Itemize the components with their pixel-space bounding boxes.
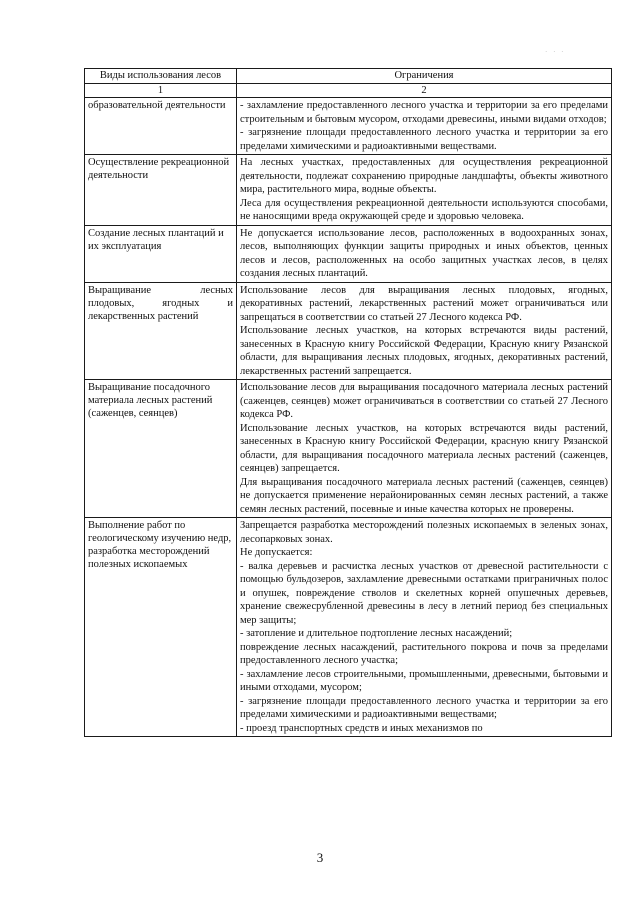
forest-use-limits-table (84, 68, 612, 737)
column-number-2: 2 (237, 84, 612, 98)
scan-smudge: · · · (545, 48, 566, 56)
limit-paragraph: Не допускается: (240, 547, 313, 558)
limits-cell (237, 282, 612, 380)
limit-paragraph: повреждение лесных насаждений, растительного покрова и почв за пределами предоставленного лесного участка; (240, 641, 608, 666)
header-use-type: Виды использования лесов (85, 69, 237, 84)
limits-cell (237, 155, 612, 226)
use-type-cell: Выращивание посадочного материала лесных растений (саженцев, сеянцев) (85, 380, 237, 518)
limits-cell (237, 98, 612, 155)
limit-paragraph: - проезд транспортных средств и иных механизмов по (240, 722, 483, 734)
limit-paragraph: - загрязнение площади предоставленного лесного участка и территории за его пределами химическими и радиоактивными веществами; (240, 695, 608, 720)
limit-paragraph: Запрещается разработка месторождений полезных ископаемых в зеленых зонах, лесопарковых зонах. (240, 520, 608, 545)
limit-paragraph: Использование лесных участков, на которых встречаются виды растений, занесенных в Красную книгу Российской Федерации, Красную книгу Рязанской области, для выращивания лесных плодовых, ягодных, декоративных растений, лекарственных растений запрещается. (240, 325, 608, 377)
limit-paragraph: - затопление и длительное подтопление лесных насаждений; (240, 628, 513, 639)
page-number: 3 (316, 850, 324, 865)
limit-paragraph: - загрязнение площади предоставленного лесного участка и территории за его пределами химическими и радиоактивными веществами. (240, 127, 608, 152)
table-row (85, 380, 612, 518)
column-number-1: 1 (85, 84, 237, 98)
column-number-row (85, 84, 612, 98)
use-type-cell: Выращивание лесных плодовых, ягодных и лекарственных растений (85, 282, 237, 380)
limit-paragraph: - валка деревьев и расчистка лесных участков от древесной растительности с помощью бульдозеров, захламление древесными остатками приграничных полос и опушек, повреждение стволов и скелетных корней опушечных деревьев, хранение свежесрубленной древесины в лесу в летний период без специальных мер защиты; (240, 560, 608, 626)
table-row (85, 155, 612, 226)
table-header-row (85, 69, 612, 84)
use-type-cell: Создание лесных плантаций и их эксплуатация (85, 225, 237, 282)
limit-paragraph: Не допускается использование лесов, расположенных в водоохранных зонах, лесов, выполняющих функции защиты природных и иных объектов, ценных лесов и лесов, расположенных на особо защитных участках лесов, в целях создания лесных плантаций. (240, 227, 608, 279)
limit-paragraph: - захламление лесов строительными, промышленными, древесными, бытовыми и иными отходами, мусором; (240, 668, 608, 693)
use-type-cell: Осуществление рекреационной деятельности (85, 155, 237, 226)
use-type-cell: Выполнение работ по геологическому изучению недр, разработка месторождений полезных ископаемых (85, 518, 237, 737)
limit-paragraph: Использование лесных участков, на которых встречаются виды растений, занесенных в Красную книгу Российской Федерации, красную книгу Рязанской области, для выращивания посадочного материала лесных растений (саженцев, сеянцев) запрещается. (240, 422, 608, 474)
limit-paragraph: Леса для осуществления рекреационной деятельности используются способами, не наносящими вреда окружающей среде и здоровью человека. (240, 197, 608, 222)
limit-paragraph: На лесных участках, предоставленных для осуществления рекреационной деятельности, подлежат сохранению природные ландшафты, объекты животного мира, растительного мира, водные объекты. (240, 157, 608, 195)
limits-cell (237, 518, 612, 737)
use-type-cell: образовательной деятельности (85, 98, 237, 155)
limits-cell (237, 380, 612, 518)
table-row (85, 225, 612, 282)
limit-paragraph: - захламление предоставленного лесного участка и территории за его пределами строительным и бытовым мусором, отходами древесины, иными видами отходов; (240, 100, 608, 125)
table-row (85, 98, 612, 155)
limits-cell (237, 225, 612, 282)
limit-paragraph: Использование лесов для выращивания посадочного материала лесных растений (саженцев, сеянцев) может ограничиваться в соответствии со статьей 27 Лесного кодекса РФ. (240, 382, 608, 420)
header-limits: Ограничения (237, 69, 612, 84)
limit-paragraph: Использование лесов для выращивания лесных плодовых, ягодных, декоративных растений, лекарственных растений может ограничиваться или запрещаться в соответствии со статьей 27 Лесного кодекса РФ. (240, 284, 608, 323)
limit-paragraph: Для выращивания посадочного материала лесных растений (саженцев, сеянцев) не допускается применение нерайонированных семян лесных растений, а также семян лесных растений, посевные и иные качества которых не проверены. (240, 476, 608, 515)
table-row (85, 282, 612, 380)
table-row (85, 518, 612, 737)
